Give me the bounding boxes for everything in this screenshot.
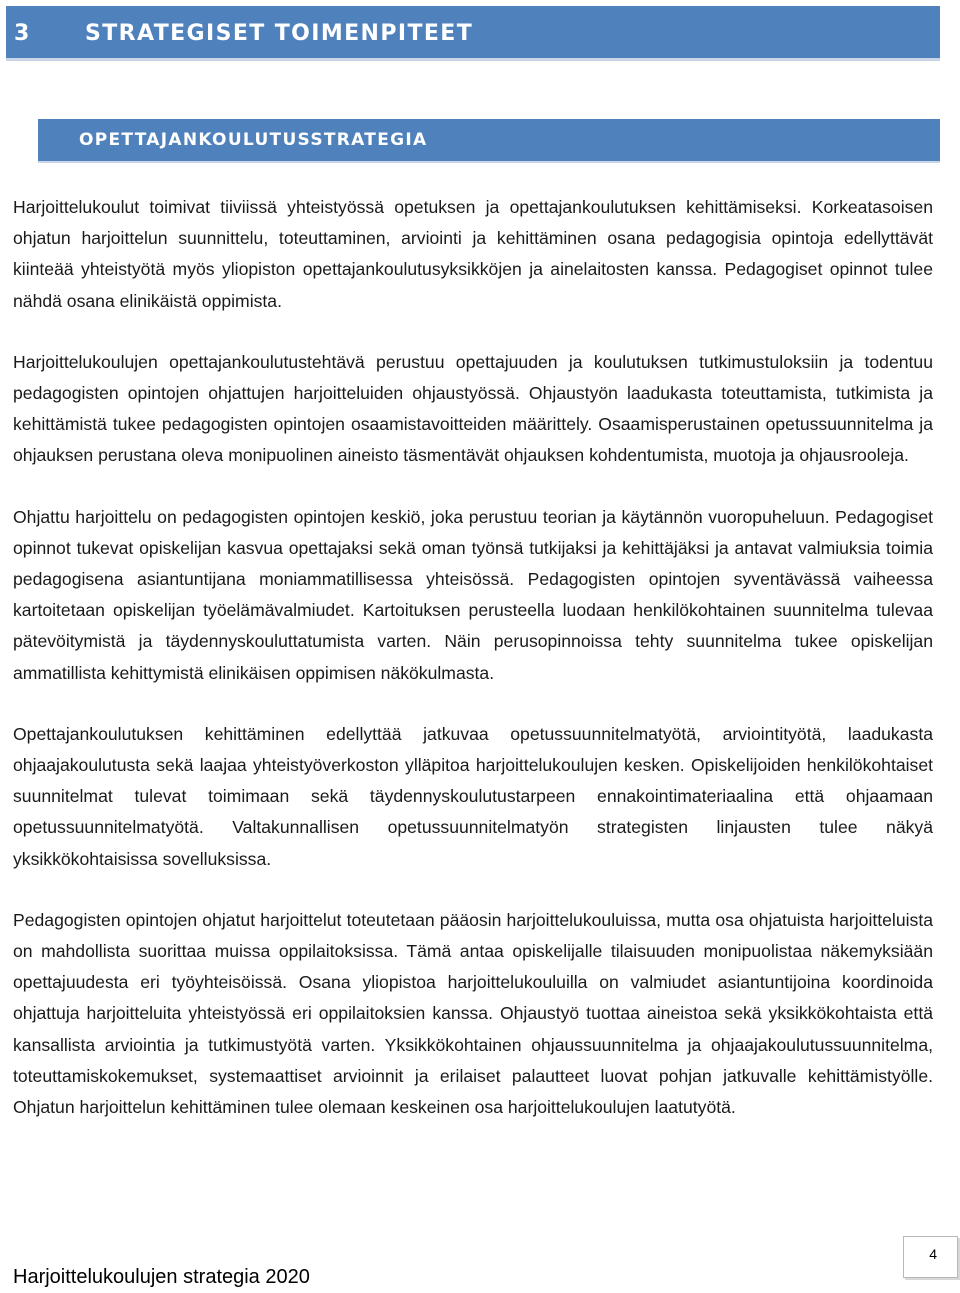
paragraph-4: Opettajankoulutuksen kehittäminen edellyttää jatkuvaa opetussuunnitelmatyötä, arviointityötä, laadukasta ohjaajakoulutusta sekä laajaa yhteistyöverkoston ylläpitoa harjoittelukoulujen kesken. Opiskelijoiden henkilökohtaiset suunnitelmat tulevat toimimaan sekä täydennyskoulutustarpeen ennakointimateriaalina että ohjaamaan opetussuunnitelmatyötä. Valtakunnallisen opetussuunnitelmatyön strategisten linjausten tulee näkyä yksikkökohtaisissa sovelluksissa. [13, 723, 933, 869]
paragraph-2: Harjoittelukoulujen opettajankoulutustehtävä perustuu opettajuuden ja koulutuksen tutkimustuloksiin ja todentuu pedagogisten opintojen ohjattujen harjoitteluiden ohjaustyössä. Ohjaustyön laadukasta toteuttamista, tutkimista ja kehittämistä tukee pedagogisten opintojen osaamistavoitteiden määrittely. Osaamisperustainen opetussuunnitelma ja ohjauksen perustana oleva monipuolinen aineisto täsmentävät ohjauksen kohdentumista, muotoja ja ohjausrooleja. [13, 351, 933, 466]
page-number: 4 [929, 1246, 937, 1262]
paragraph-3: Ohjattu harjoittelu on pedagogisten opintojen keskiö, joka perustuu teorian ja käytännön vuoropuheluun. Pedagogiset opinnot tukevat opiskelijan kasvua opettajaksi sekä oman työnsä tutkijaksi ja kehittäjäksi ja antavat valmiuksia toimia pedagogisena asiantuntijana moniammatillisessa yhteisössä. Pedagogisten opintojen syventävässä vaiheessa kartoitetaan opiskelijan työelämävalmiudet. Kartoituksen perusteella luodaan henkilökohtainen suunnitelma tulevaa pätevöitymistä ja täydennyskouluttatumista varten. Näin perusopinnoissa tehty suunnitelma tukee opiskelijan ammatillista kehittymistä elinikäisen oppimisen näkökulmasta. [13, 506, 933, 683]
paragraph-5: Pedagogisten opintojen ohjatut harjoittelut toteutetaan pääosin harjoittelukouluissa, mutta osa ohjatuista harjoitteluista on mahdollista suorittaa muissa oppilaitoksissa. Tämä antaa opiskelijalle tilaisuuden monipuolistaa näkemyksiään opettajuudesta eri työyhteisöissä. Osana yliopistoa harjoittelukouluilla on valmiudet asiantuntijoina koordinoida ohjattuja harjoitteluita yhteistyössä eri oppilaitoksien kanssa. Ohjaustyö tuottaa aineistoa sekä yksikkökohtaista että kansallista arviointia ja tutkimustyötä varten. Yksikkökohtainen ohjaussuunnitelma ja ohjaajakoulutussuunnitelma, toteuttamiskokemukset, systemaattiset arvioinnit ja erilaiset palautteet luovat pohjan jatkuvalle kehittämistyölle. Ohjatun harjoittelun kehittäminen tulee olemaan keskeinen osa harjoittelukoulujen laatutyötä. [13, 909, 933, 1118]
page-number-box [903, 1236, 958, 1278]
chapter-number: 3 [14, 20, 30, 46]
body-text [13, 192, 933, 1153]
section-heading-bar [38, 119, 940, 161]
footer-document-title: Harjoittelukoulujen strategia 2020 [13, 1266, 310, 1288]
chapter-heading-bar [6, 6, 940, 58]
chapter-title: STRATEGISET TOIMENPITEET [85, 20, 474, 46]
section-title: OPETTAJANKOULUTUSSTRATEGIA [79, 130, 428, 150]
paragraph-1: Harjoittelukoulut toimivat tiiviissä yhteistyössä opetuksen ja opettajankoulutuksen kehittämiseksi. Korkeatasoisen ohjatun harjoittelun suunnittelu, toteuttaminen, arviointi ja kehittäminen osana pedagogisia opintoja edellyttävät kiinteää yhteistyötä myös yliopiston opettajankoulutusyksikköjen ja ainelaitosten kanssa. Pedagogiset opinnot tulee nähdä osana elinikäistä oppimista. [13, 197, 933, 311]
